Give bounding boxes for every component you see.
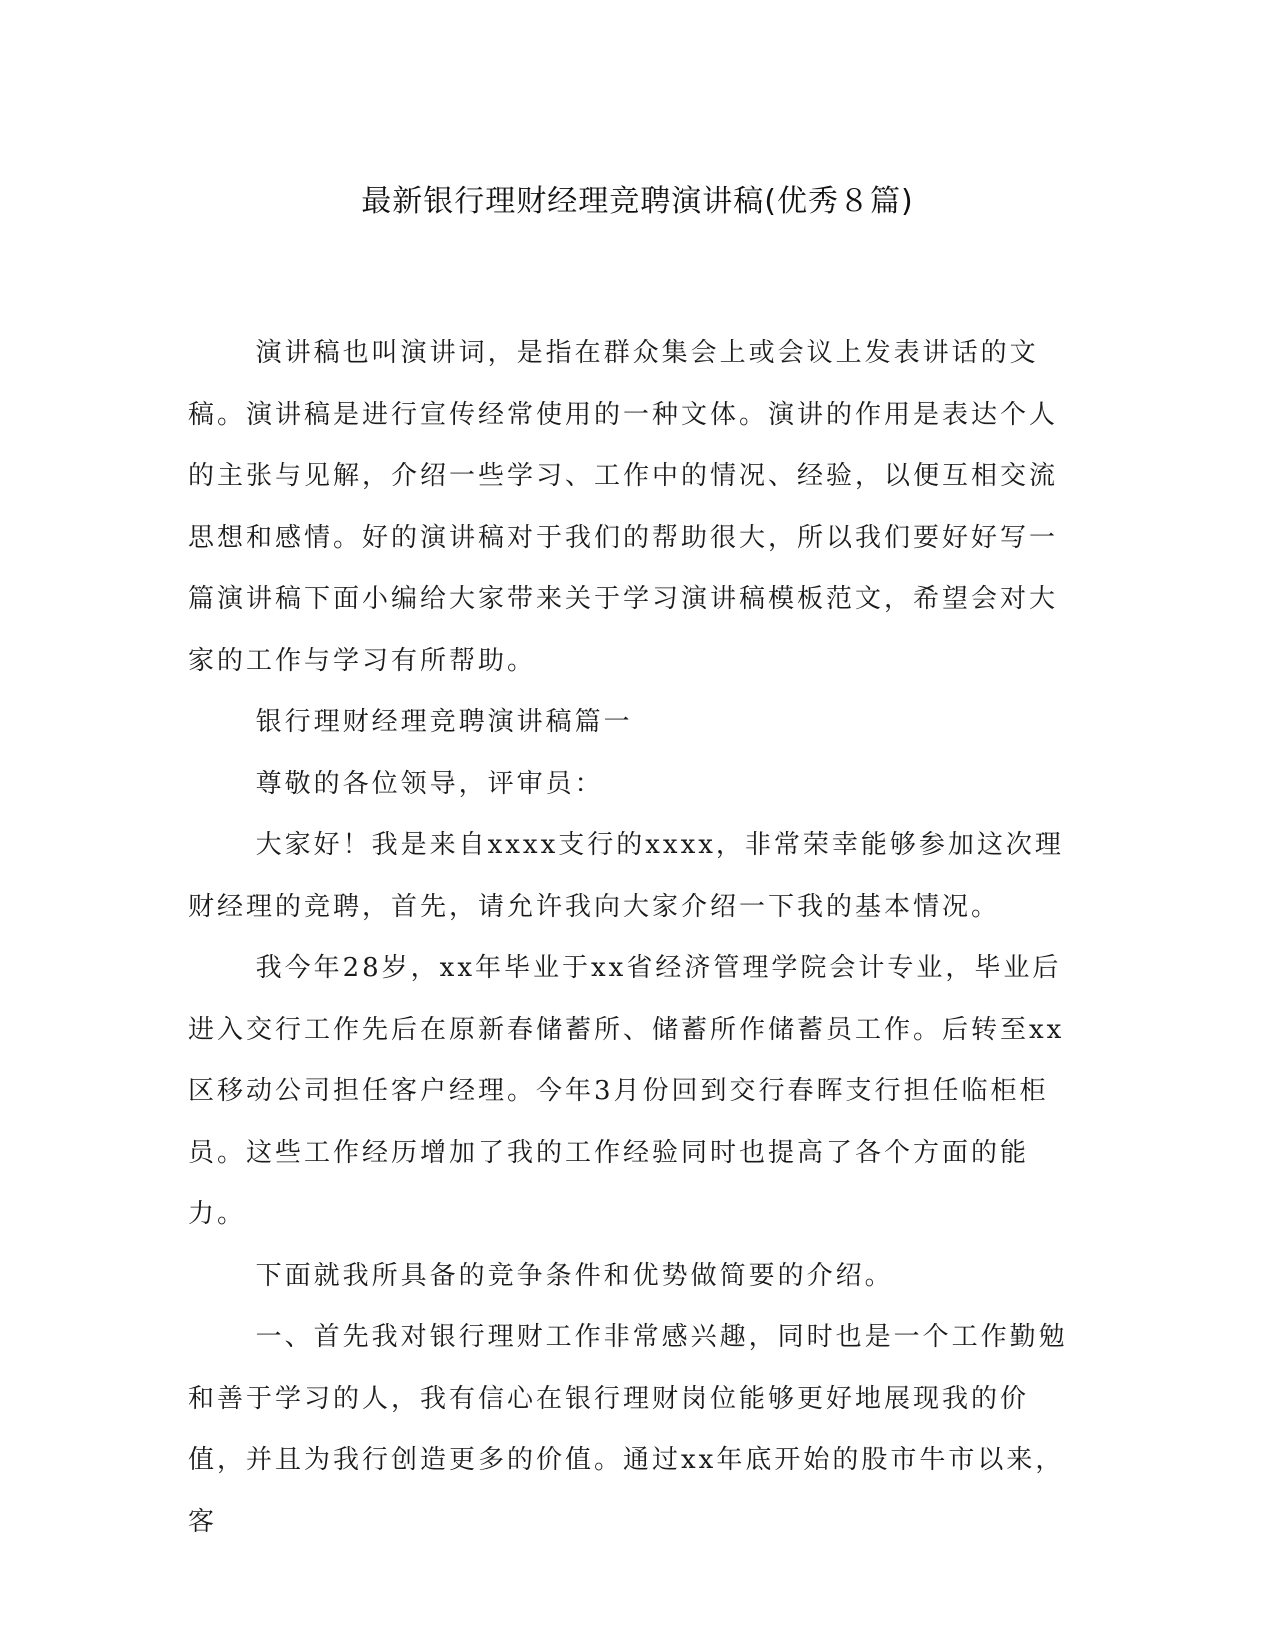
paragraph-intro: 演讲稿也叫演讲词，是指在群众集会上或会议上发表讲话的文稿。演讲稿是进行宣传经常使用的一种文体。演讲的作用是表达个人的主张与见解，介绍一些学习、工作中的情况、经验，以便互相交流思想和感情。好的演讲稿对于我们的帮助很大，所以我们要好好写一篇演讲稿下面小编给大家带来关于学习演讲稿模板范文，希望会对大家的工作与学习有所帮助。 [188, 338, 1059, 676]
document-body [188, 323, 1068, 1553]
paragraph-point-one: 一、首先我对银行理财工作非常感兴趣，同时也是一个工作勤勉和善于学习的人，我有信心在银行理财岗位能够更好地展现我的价值，并且为我行创造更多的价值。通过xx年底开始的股市牛市以来，客 [188, 1322, 1068, 1537]
paragraph-advantages-intro: 下面就我所具备的竞争条件和优势做简要的介绍。 [255, 1260, 894, 1291]
paragraph-background: 我今年28岁，xx年毕业于xx省经济管理学院会计专业，毕业后进入交行工作先后在原新春储蓄所、储蓄所作储蓄员工作。后转至xx区移动公司担任客户经理。今年3月份回到交行春晖支行担任临柜柜员。这些工作经历增加了我的工作经验同时也提高了各个方面的能力。 [188, 953, 1065, 1229]
document-title: 最新银行理财经理竞聘演讲稿(优秀８篇) [361, 184, 914, 219]
paragraph-greeting: 大家好！我是来自xxxx支行的xxxx，非常荣幸能够参加这次理财经理的竞聘，首先，请允许我向大家介绍一下我的基本情况。 [188, 830, 1064, 922]
paragraph-salutation: 尊敬的各位领导，评审员： [255, 768, 604, 799]
paragraph-section-heading: 银行理财经理竞聘演讲稿篇一 [255, 707, 633, 737]
